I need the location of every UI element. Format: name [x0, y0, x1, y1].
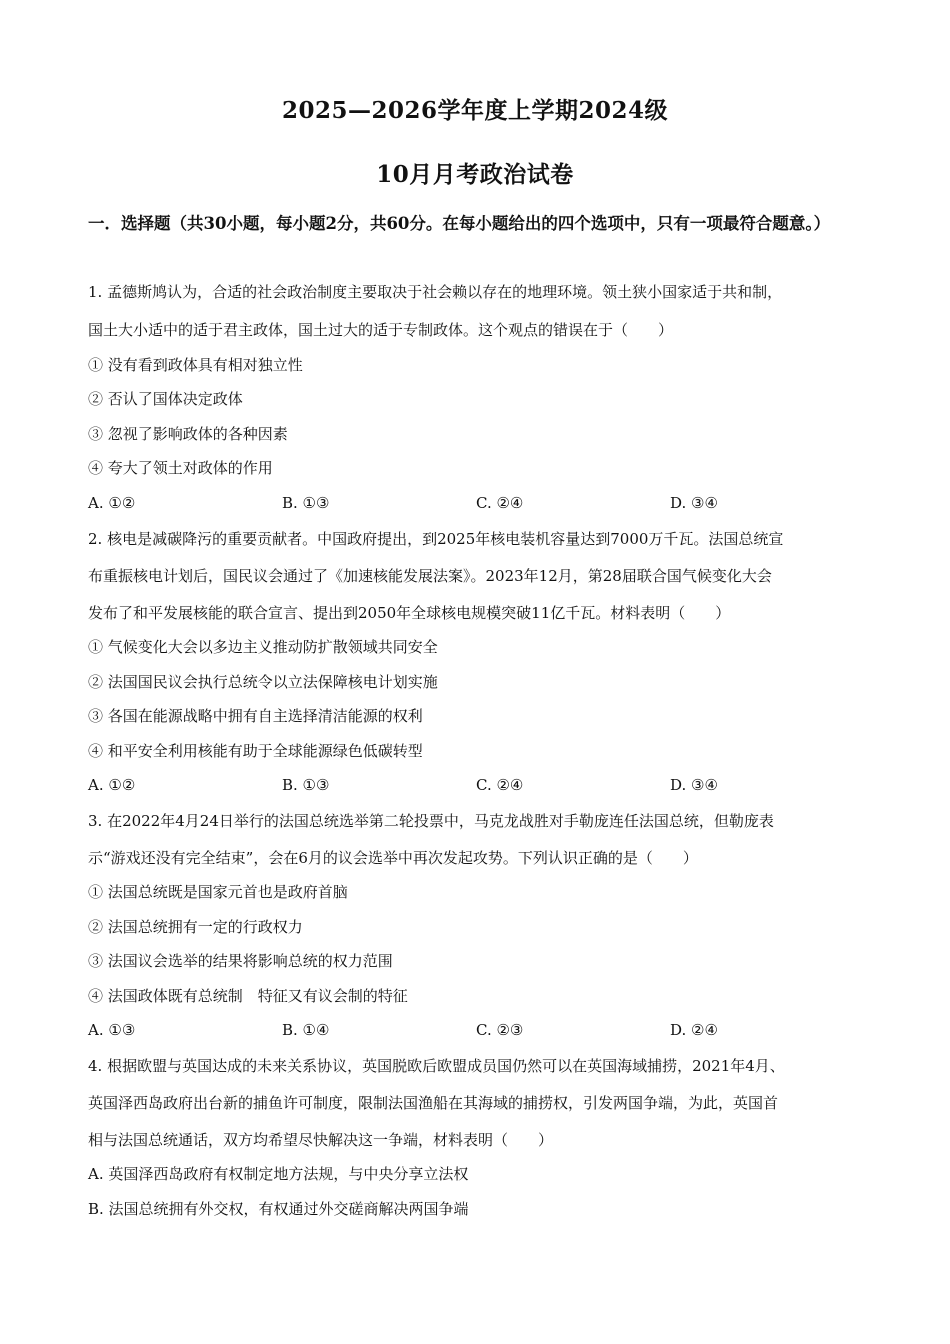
q3-choice-a[interactable]: A. ①③: [88, 1021, 136, 1039]
q2-statement-3: ③ 各国在能源战略中拥有自主选择清洁能源的权利: [88, 707, 423, 725]
q2-statement-2: ② 法国国民议会执行总统令以立法保障核电计划实施: [88, 673, 438, 691]
q1-choice-a[interactable]: A. ①②: [88, 494, 136, 512]
section-heading: 一．选择题（共30小题，每小题2分，共60分。在每小题给出的四个选项中，只有一项最符合题意。）: [88, 214, 831, 233]
q3-stem-line-2: 示“游戏还没有完全结束”，会在6月的议会选举中再次发起攻势。下列认识正确的是（ ）: [88, 849, 698, 867]
q4-stem-line-3: 相与法国总统通话，双方均希望尽快解决这一争端，材料表明（ ）: [88, 1131, 554, 1149]
q2-stem-line-2: 布重振核电计划后，国民议会通过了《加速核能发展法案》。2023年12月，第28届联合国气候变化大会: [88, 567, 772, 585]
q3-choice-c[interactable]: C. ②③: [476, 1021, 524, 1039]
q4-stem-line-2: 英国泽西岛政府出台新的捕鱼许可制度，限制法国渔船在其海域的捕捞权，引发两国争端，为此，英国首: [88, 1094, 779, 1112]
q2-choice-a[interactable]: A. ①②: [88, 776, 136, 794]
q2-statement-4: ④ 和平安全利用核能有助于全球能源绿色低碳转型: [88, 742, 423, 760]
q1-choice-d[interactable]: D. ③④: [670, 494, 718, 512]
q3-choice-d[interactable]: D. ②④: [670, 1021, 718, 1039]
q4-choice-a[interactable]: A. 英国泽西岛政府有权制定地方法规，与中央分享立法权: [88, 1165, 469, 1183]
exam-title-line-1: 2025—2026学年度上学期2024级: [281, 97, 669, 124]
q1-choice-b[interactable]: B. ①③: [282, 494, 330, 512]
q3-statement-4: ④ 法国政体既有总统制 特征又有议会制的特征: [88, 987, 408, 1005]
q3-statement-1: ① 法国总统既是国家元首也是政府首脑: [88, 883, 348, 901]
q1-statement-4: ④ 夸大了领土对政体的作用: [88, 459, 273, 477]
q1-statement-1: ① 没有看到政体具有相对独立性: [88, 356, 303, 374]
q3-statement-3: ③ 法国议会选举的结果将影响总统的权力范围: [88, 952, 393, 970]
q1-statement-2: ② 否认了国体决定政体: [88, 390, 243, 408]
q4-choice-b[interactable]: B. 法国总统拥有外交权，有权通过外交磋商解决两国争端: [88, 1200, 469, 1218]
q2-statement-1: ① 气候变化大会以多边主义推动防扩散领域共同安全: [88, 638, 438, 656]
q1-stem-line-1: 1. 孟德斯鸠认为，合适的社会政治制度主要取决于社会赖以存在的地理环境。领土狭小国家适于共和制，: [88, 283, 783, 301]
q1-choice-c[interactable]: C. ②④: [476, 494, 524, 512]
q3-statement-2: ② 法国总统拥有一定的行政权力: [88, 918, 303, 936]
q4-stem-line-1: 4. 根据欧盟与英国达成的未来关系协议，英国脱欧后欧盟成员国仍然可以在英国海域捕捞，2021年4月、: [88, 1057, 785, 1075]
q3-choice-b[interactable]: B. ①④: [282, 1021, 330, 1039]
q3-stem-line-1: 3. 在2022年4月24日举行的法国总统选举第二轮投票中，马克龙战胜对手勒庞连任法国总统，但勒庞表: [88, 812, 774, 830]
q2-choice-d[interactable]: D. ③④: [670, 776, 718, 794]
q1-statement-3: ③ 忽视了影响政体的各种因素: [88, 425, 288, 443]
q2-stem-line-1: 2. 核电是减碳降污的重要贡献者。中国政府提出，到2025年核电装机容量达到7000万千瓦。法国总统宣: [88, 530, 784, 548]
q1-stem-line-2: 国土大小适中的适于君主政体，国土过大的适于专制政体。这个观点的错误在于（ ）: [88, 321, 674, 339]
exam-title-line-2: 10月月考政治试卷: [376, 161, 574, 188]
q2-choice-b[interactable]: B. ①③: [282, 776, 330, 794]
q2-choice-c[interactable]: C. ②④: [476, 776, 524, 794]
q2-stem-line-3: 发布了和平发展核能的联合宣言、提出到2050年全球核电规模突破11亿千瓦。材料表明（ ）: [88, 604, 731, 622]
